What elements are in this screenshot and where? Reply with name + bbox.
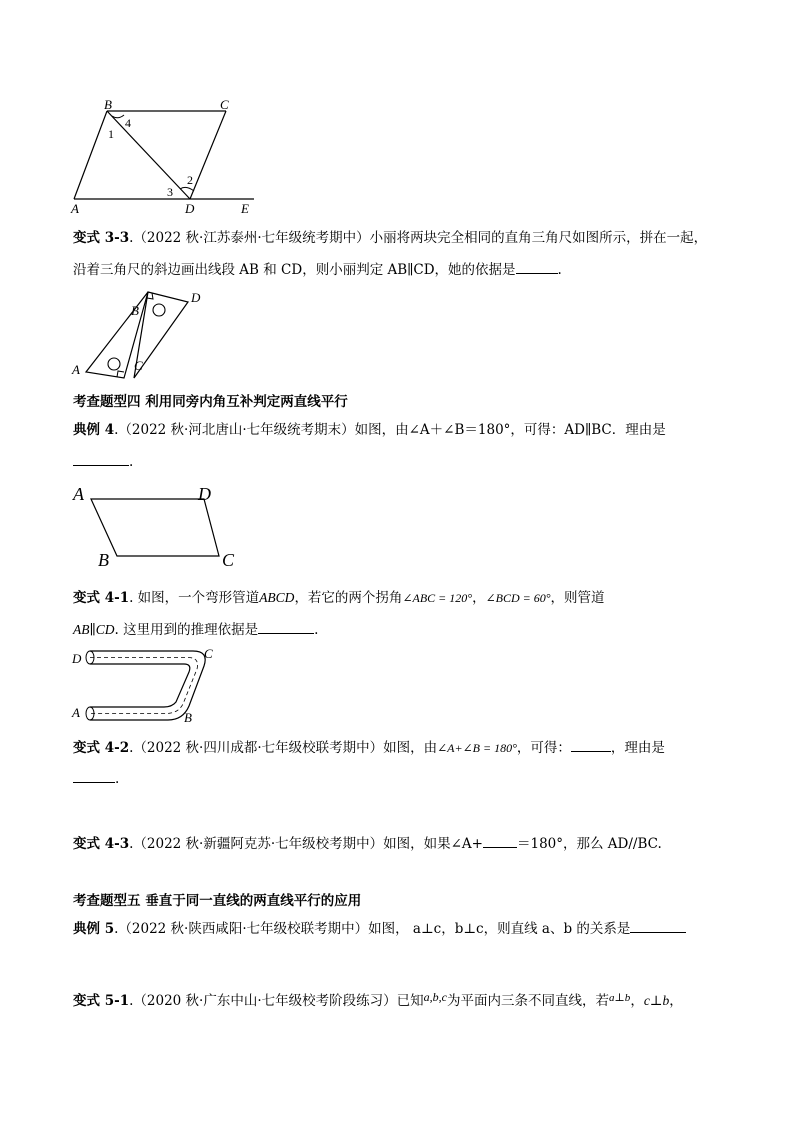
example-4-line-1	[73, 420, 666, 440]
answer-blank[interactable]	[630, 918, 686, 933]
period: .	[314, 622, 319, 638]
figure-two-triangles	[68, 288, 218, 388]
figure-parallelogram-diagonal	[68, 96, 268, 218]
hole-top	[153, 304, 165, 316]
question-4-2-text-b: ，可得：	[516, 740, 571, 756]
label-A: A	[72, 705, 80, 720]
question-4-2-line-2	[73, 768, 119, 789]
math-angle-abc: ∠ABC = 120°	[402, 591, 473, 605]
label-A: A	[73, 484, 84, 504]
period: .	[557, 262, 562, 278]
question-4-1-line-2	[73, 619, 318, 640]
angle-arc-B	[112, 115, 124, 118]
answer-blank[interactable]	[571, 737, 611, 752]
question-3-3-line-2	[73, 259, 562, 280]
question-3-3-text: .（2022 秋·江苏泰州·七年级统考期中）小丽将两块完全相同的直角三角尺如图所示，拼在一起，	[129, 230, 708, 246]
pipe-inner	[90, 664, 190, 707]
question-4-1-prefix: 变式 4-1	[73, 590, 130, 606]
segment-CD	[190, 111, 226, 199]
question-5-1-line-1	[73, 987, 683, 1011]
pipe-centerline	[90, 658, 198, 714]
example-5-line-1	[73, 918, 686, 939]
label-D: D	[191, 290, 201, 305]
parallelogram-ABCD	[91, 499, 219, 556]
question-4-2-text-c: ，理由是	[610, 740, 665, 756]
section-4-title: 考查题型四 利用同旁内角互补判定两直线平行	[73, 394, 348, 410]
right-angle-bottom	[117, 371, 124, 377]
question-4-2-text: .（2022 秋·四川成都·七年级校联考期中）如图，由	[129, 740, 438, 756]
label-E: E	[241, 201, 249, 216]
question-5-1-prefix: 变式 5-1	[73, 993, 130, 1009]
hole-bottom	[108, 358, 120, 370]
label-angle-4: 4	[125, 116, 131, 130]
label-D: D	[198, 484, 211, 504]
math-abcd: ABCD	[259, 590, 295, 605]
example-4-line-2	[73, 451, 133, 472]
comma: ，	[472, 590, 486, 606]
answer-blank[interactable]	[258, 619, 314, 634]
label-angle-3: 3	[167, 185, 173, 199]
question-4-3-text-b: ＝180°，那么 AD//BC.	[517, 836, 662, 852]
comma: ，	[630, 993, 644, 1009]
label-B: B	[184, 710, 192, 725]
label-C: C	[204, 646, 213, 661]
period: .	[129, 454, 134, 470]
question-4-1-line-1	[73, 588, 605, 608]
question-3-3-text-2: 沿着三角尺的斜边画出线段 AB 和 CD，则小丽判定 AB∥CD，她的依据是	[73, 262, 516, 278]
question-4-1-text-c: ，则管道	[550, 590, 605, 606]
math-a-perp-b: a⊥b	[608, 992, 631, 1004]
segment-BD	[107, 111, 190, 199]
question-5-1-text-b: 为平面内三条不同直线，若	[446, 993, 609, 1009]
label-B: B	[131, 303, 139, 318]
answer-blank[interactable]	[73, 768, 115, 783]
example-5-prefix: 典例 5	[73, 921, 115, 937]
question-4-2-prefix: 变式 4-2	[73, 740, 130, 756]
example-4-text: .（2022 秋·河北唐山·七年级统考期末）如图，由∠A＋∠B＝180°，可得：AD∥BC．理由是	[114, 422, 666, 438]
question-5-1-text: .（2020 秋·广东中山·七年级校考阶段练习）已知	[129, 993, 424, 1009]
segment-AB	[74, 111, 107, 199]
label-B: B	[98, 550, 109, 570]
question-3-3-line-1	[73, 228, 707, 248]
answer-blank[interactable]	[516, 259, 558, 274]
label-angle-1: 1	[108, 127, 114, 141]
question-4-3-text: .（2022 秋·新疆阿克苏·七年级校考期中）如图，如果∠A+	[129, 836, 483, 852]
math-angle-sum: ∠A+∠B = 180°	[437, 741, 517, 755]
math-angle-bcd: ∠BCD = 60°	[485, 591, 551, 605]
question-4-1-text-d: . 这里用到的推理依据是	[114, 622, 259, 638]
answer-blank[interactable]	[73, 451, 129, 466]
question-4-3-line-1	[73, 833, 662, 854]
label-angle-2: 2	[187, 173, 193, 187]
comma-end: ，	[669, 993, 683, 1009]
figure-bent-pipe	[68, 644, 228, 728]
question-3-3-prefix: 变式 3-3	[73, 230, 130, 246]
label-A: A	[71, 201, 79, 216]
math-c-perp-b: c⊥b	[643, 993, 670, 1008]
question-4-1-text: . 如图，一个弯形管道	[129, 590, 260, 606]
label-C: C	[220, 97, 229, 112]
answer-blank[interactable]	[483, 833, 517, 848]
example-5-text: .（2022 秋·陕西咸阳·七年级校联考期中）如图， a⊥c，b⊥c，则直线 a、b 的关系是	[114, 921, 631, 937]
figure-parallelogram	[68, 482, 248, 572]
label-C: C	[222, 550, 235, 570]
period: .	[115, 771, 120, 787]
question-4-3-prefix: 变式 4-3	[73, 836, 130, 852]
label-D: D	[185, 201, 195, 216]
label-C: C	[134, 358, 143, 373]
question-4-1-text-b: ，若它的两个拐角	[294, 590, 403, 606]
label-B: B	[104, 97, 112, 112]
label-A: A	[72, 362, 80, 377]
math-abc: a,b,c	[423, 990, 447, 1004]
math-ab-parallel-cd: AB∥CD	[73, 622, 115, 637]
example-4-prefix: 典例 4	[73, 422, 115, 438]
label-D: D	[72, 651, 82, 666]
section-5-title: 考查题型五 垂直于同一直线的两直线平行的应用	[73, 893, 362, 909]
question-4-2-line-1	[73, 737, 665, 758]
